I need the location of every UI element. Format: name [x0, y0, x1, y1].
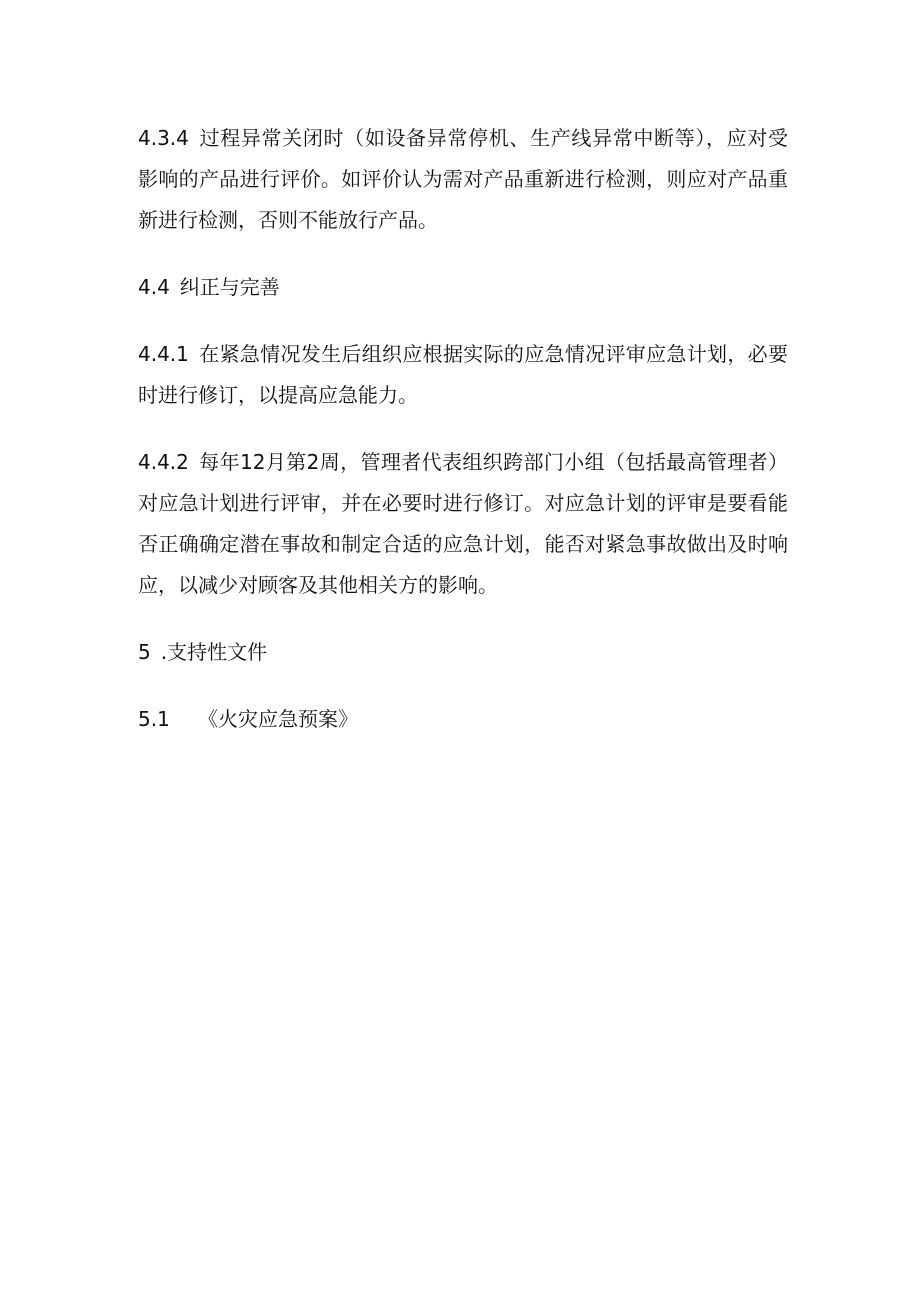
section-text: 在紧急情况发生后组织应根据实际的应急情况评审应急计划，必要时进行修订，以提高应急能力。 [138, 342, 788, 407]
section-number: 4.3.4 [138, 126, 189, 150]
section-number: 5.1 [138, 707, 170, 731]
section-4-4-2 [138, 442, 788, 606]
section-number: 4.4.2 [138, 450, 189, 474]
section-number: 4.4.1 [138, 342, 189, 366]
section-number: 4.4 [138, 275, 170, 299]
section-5-heading [138, 632, 788, 673]
section-number: 5 [138, 640, 151, 664]
section-text: 《火灾应急预案》 [198, 707, 358, 731]
section-text: 纠正与完善 [179, 275, 280, 299]
section-text: .支持性文件 [160, 640, 268, 664]
section-5-1 [138, 699, 788, 740]
section-text: 过程异常关闭时（如设备异常停机、生产线异常中断等），应对受影响的产品进行评价。如评价认为需对产品重新进行检测，则应对产品重新进行检测，否则不能放行产品。 [138, 126, 788, 232]
section-4-4-heading [138, 267, 788, 308]
section-4-3-4 [138, 118, 788, 241]
document-page [138, 118, 788, 740]
section-4-4-1 [138, 334, 788, 416]
section-text: 每年12月第2周，管理者代表组织跨部门小组（包括最高管理者）对应急计划进行评审，并在必要时进行修订。对应急计划的评审是要看能否正确确定潜在事故和制定合适的应急计划，能否对紧急事故做出及时响应，以减少对顾客及其他相关方的影响。 [138, 450, 788, 597]
